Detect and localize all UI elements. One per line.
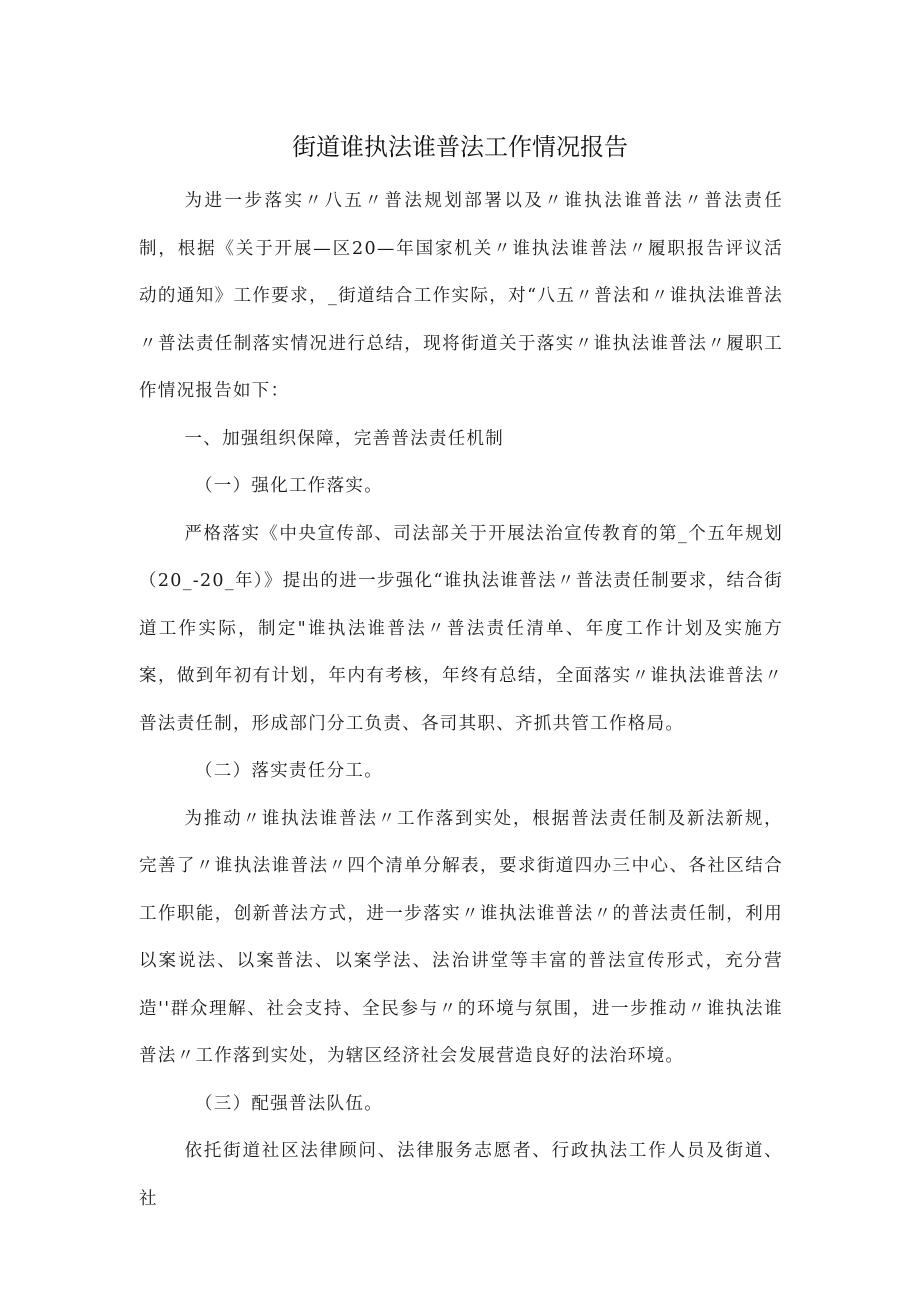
subsection-3-paragraph: 依托街道社区法律顾问、法律服务志愿者、行政执法工作人员及街道、社 bbox=[139, 1141, 783, 1209]
document-body bbox=[139, 178, 783, 1223]
subsection-3-heading: （三）配强普法队伍。 bbox=[195, 1093, 383, 1114]
intro-paragraph: 为进一步落实〃八五〃普法规划部署以及〃谁执法谁普法〃普法责任制，根据《关于开展—区20—年国家机关〃谁执法谁普法〃履职报告评议活动的通知》工作要求，_街道结合工作实际，对“八五〃普法和〃谁执法谁普法〃普法责任制落实情况进行总结，现将街道关于落实〃谁执法谁普法〃履职工作情况报告如下： bbox=[139, 191, 783, 401]
subsection-1-paragraph: 严格落实《中央宣传部、司法部关于开展法治宣传教育的第_个五年规划（20_-20_年）》提出的进一步强化“谁执法谁普法〃普法责任制要求，结合街道工作实际，制定"谁执法谁普法〃普法责任清单、年度工作计划及实施方案，做到年初有计划，年内有考核，年终有总结，全面落实〃谁执法谁普法〃普法责任制，形成部门分工负责、各司其职、齐抓共管工作格局。 bbox=[139, 523, 783, 734]
subsection-1-heading: （一）强化工作落实。 bbox=[195, 476, 383, 496]
document-title: 街道谁执法谁普法工作情况报告 bbox=[292, 133, 628, 161]
subsection-2-paragraph: 为推动〃谁执法谁普法〃工作落到实处，根据普法责任制及新法新规，完善了〃谁执法谁普法〃四个清单分解表，要求街道四办三中心、各社区结合工作职能，创新普法方式，进一步落实〃谁执法谁普法〃的普法责任制，利用以案说法、以案普法、以案学法、法治讲堂等丰富的普法宣传形式，充分营造''群众理解、社会支持、全民参与〃的环境与氛围，进一步推动〃谁执法谁普法〃工作落到实处，为辖区经济社会发展营造良好的法治环境。 bbox=[139, 808, 783, 1066]
section-1-heading: 一、加强组织保障，完善普法责任机制 bbox=[184, 428, 505, 449]
subsection-2-heading: （二）落实责任分工。 bbox=[195, 761, 383, 781]
